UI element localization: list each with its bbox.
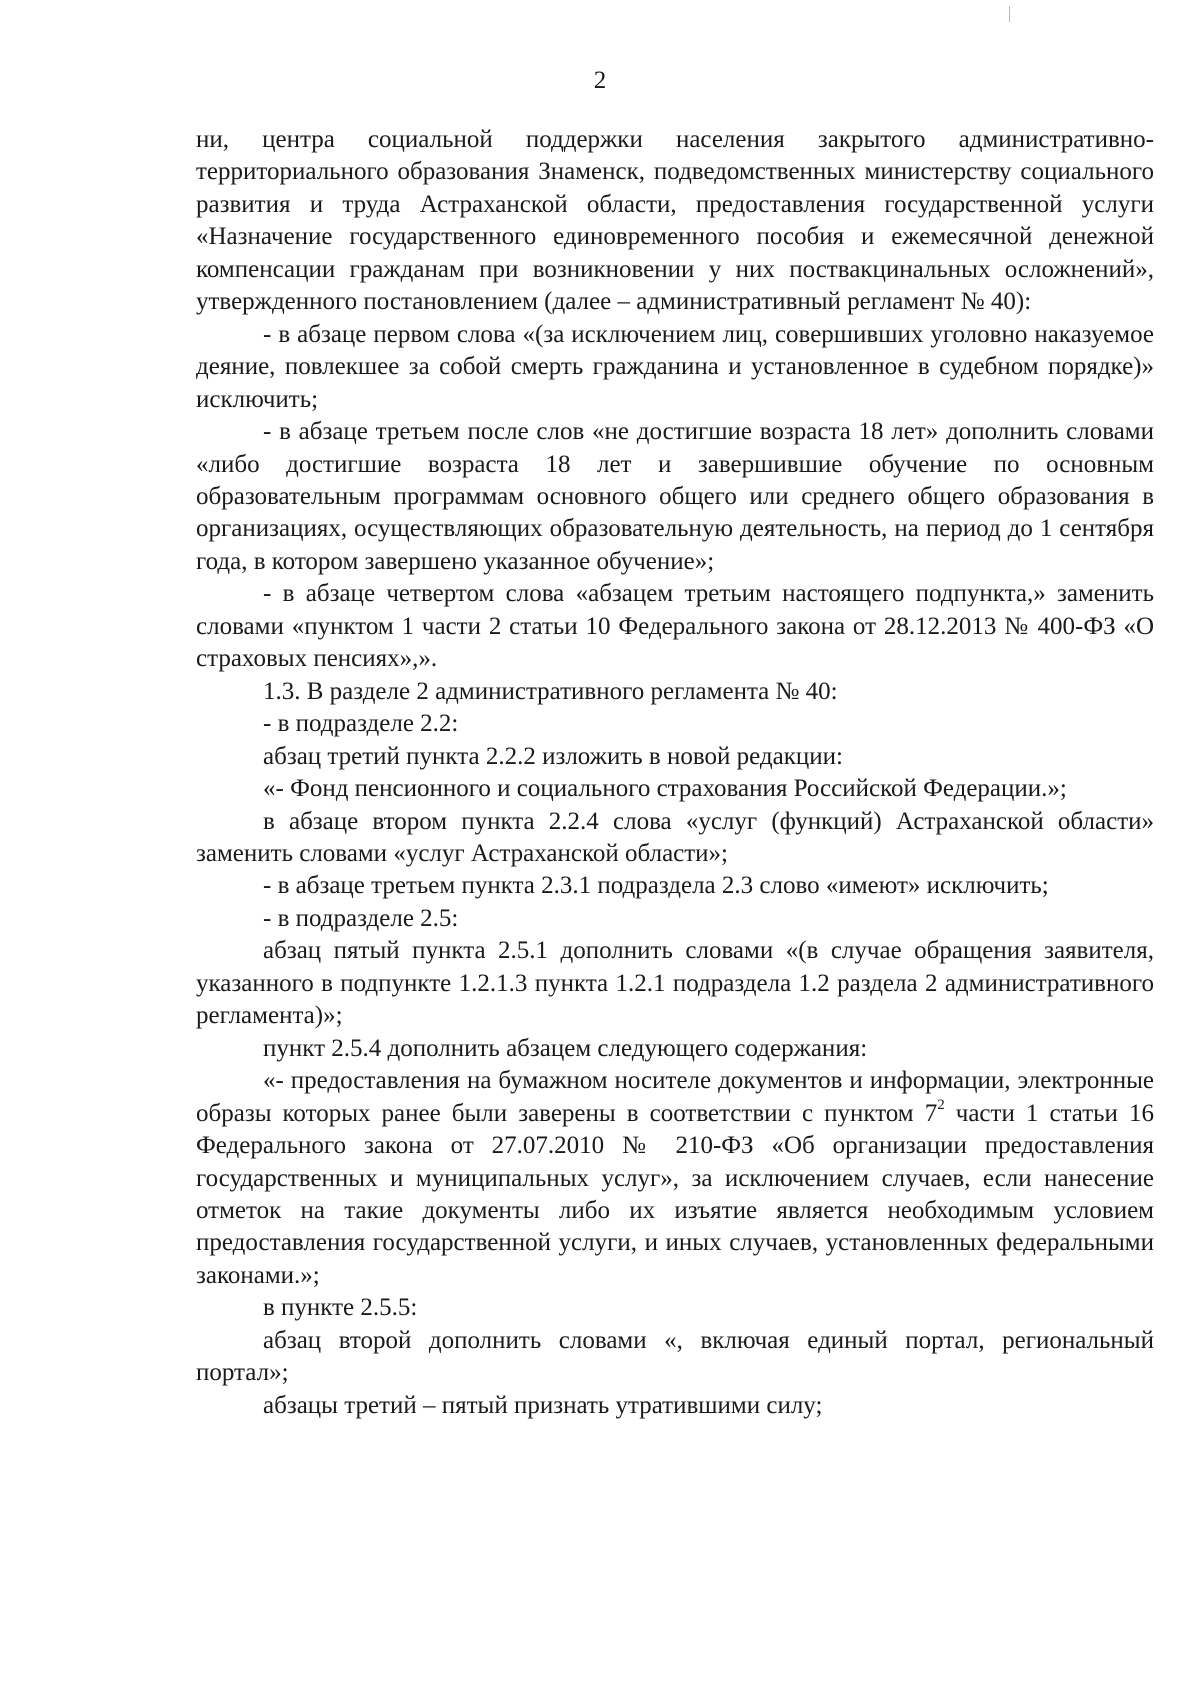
paragraph-first-abzac-change: - в абзаце первом слова «(за исключением лиц, совершивших уголовно наказуемое деяние, повлекшее за собой смерть гражданина и установленное в судебном порядке)» исключить; — [196, 320, 1154, 413]
page-number: 2 — [593, 67, 607, 94]
paragraph-paper-documents — [196, 1065, 1154, 1292]
paragraph-second-abzac-portal: абзац второй дополнить словами «, включая единый портал, региональный портал»; — [196, 1326, 1154, 1387]
paragraph-third-abzac-change: - в абзаце третьем после слов «не достигшие возраста 18 лет» дополнить словами «либо достигшие возраста 18 лет и завершившие обучение по основным образовательным программам основного общего или среднего общего образования в организациях, осуществляющих образовательную деятельность, на период до 1 сентября года, в котором завершено указанное обучение»; — [196, 418, 1154, 575]
paragraph-point-2-5-1: абзац пятый пункта 2.5.1 дополнить словами «(в случае обращения заявителя, указанного в подпункте 1.2.1.3 пункта 1.2.1 подраздела 1.2 раздела 2 административного регламента)»; — [196, 937, 1154, 1030]
paragraph-paper-documents-part-1: «- предоставления на бумажном носителе документов и информации, электронные образы которых ранее были заверены в соответствии с пунктом 7 — [196, 1067, 1154, 1127]
paragraph-paper-documents-part-2: части 1 статьи 16 Федерального закона от 27.07.2010 № 210-ФЗ «Об организации предоставления государственных и муниципальных услуг», за исключением случаев, если нанесение отметок на такие документы либо их изъятие является необходимым условием предоставления государственной услуги, и иных случаев, установленных федеральными законами.»; — [196, 1099, 1154, 1289]
superscript-number: 2 — [937, 1097, 945, 1114]
paragraph-section-1-3: 1.3. В разделе 2 административного регламента № 40: — [263, 677, 838, 705]
paragraph-point-2-2-4: в абзаце втором пункта 2.2.4 слова «услуг (функций) Астраханской области» заменить словами «услуг Астраханской области»; — [196, 807, 1154, 867]
document-body — [196, 124, 1154, 1422]
paragraph-point-2-3-1: - в абзаце третьем пункта 2.3.1 подраздела 2.3 слово «имеют» исключить; — [263, 872, 1049, 900]
scan-artifact-line — [1009, 6, 1010, 22]
paragraph-fourth-abzac-change: - в абзаце четвертом слова «абзацем третьим настоящего подпункта,» заменить словами «пунктом 1 части 2 статьи 10 Федерального закона от 28.12.2013 № 400-ФЗ «О страховых пенсиях»,». — [196, 580, 1154, 673]
paragraph-subsection-2-2: - в подразделе 2.2: — [263, 710, 459, 738]
paragraph-point-2-5-4: пункт 2.5.4 дополнить абзацем следующего содержания: — [263, 1034, 868, 1062]
paragraph-point-2-5-5: в пункте 2.5.5: — [263, 1294, 418, 1322]
paragraph-abzacs-repealed: абзацы третий – пятый признать утратившими силу; — [263, 1391, 823, 1419]
paragraph-point-2-2-2: абзац третий пункта 2.2.2 изложить в новой редакции: — [263, 742, 843, 770]
paragraph-pension-fund: «- Фонд пенсионного и социального страхования Российской Федерации.»; — [263, 775, 1067, 803]
paragraph-subsection-2-5: - в подразделе 2.5: — [263, 904, 459, 932]
paragraph-regulation-title-continuation: ни, центра социальной поддержки населения закрытого административно-территориального образования Знаменск, подведомственных министерству социального развития и труда Астраханской области, предоставления государственной услуги «Назначение государственного единовременного пособия и ежемесячной денежной компенсации гражданам при возникновении у них поствакцинальных осложнений», утвержденного постановлением (далее – административный регламент № 40): — [196, 126, 1154, 316]
